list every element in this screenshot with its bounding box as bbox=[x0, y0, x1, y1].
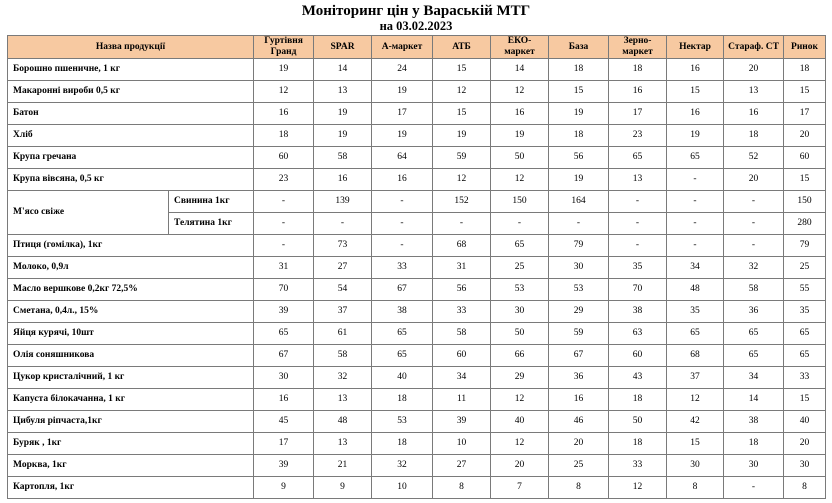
price-cell: 65 bbox=[372, 345, 433, 367]
table-row bbox=[8, 257, 826, 279]
price-cell: 14 bbox=[314, 59, 372, 81]
price-cell: 66 bbox=[491, 345, 549, 367]
product-name: Батон bbox=[8, 103, 254, 125]
price-cell: 18 bbox=[784, 59, 826, 81]
price-cell: 19 bbox=[667, 125, 724, 147]
price-cell: 65 bbox=[784, 345, 826, 367]
column-header-store: Зерно-маркет bbox=[609, 36, 667, 59]
price-cell: - bbox=[372, 191, 433, 213]
price-cell: 12 bbox=[609, 477, 667, 499]
price-cell: 38 bbox=[609, 301, 667, 323]
price-cell: 37 bbox=[667, 367, 724, 389]
price-cell: 15 bbox=[433, 103, 491, 125]
price-cell: 32 bbox=[372, 455, 433, 477]
price-cell: 65 bbox=[491, 235, 549, 257]
price-cell: 16 bbox=[491, 103, 549, 125]
price-cell: 15 bbox=[784, 169, 826, 191]
column-header-store: База bbox=[549, 36, 609, 59]
price-cell: 37 bbox=[314, 301, 372, 323]
table-row bbox=[8, 433, 826, 455]
price-cell: 60 bbox=[433, 345, 491, 367]
table-row bbox=[8, 323, 826, 345]
price-cell: 31 bbox=[433, 257, 491, 279]
column-header-store: Стараф. СТ bbox=[724, 36, 784, 59]
price-cell: 79 bbox=[784, 235, 826, 257]
price-cell: 19 bbox=[314, 125, 372, 147]
price-cell: 19 bbox=[254, 59, 314, 81]
price-cell: 29 bbox=[491, 367, 549, 389]
price-cell: 13 bbox=[314, 433, 372, 455]
price-cell: 33 bbox=[609, 455, 667, 477]
price-cell: 23 bbox=[254, 169, 314, 191]
product-subname: Свинина 1кг bbox=[169, 191, 254, 213]
price-cell: 55 bbox=[784, 279, 826, 301]
price-cell: 39 bbox=[254, 455, 314, 477]
product-name: Борошно пшеничне, 1 кг bbox=[8, 59, 254, 81]
price-cell: 10 bbox=[372, 477, 433, 499]
price-cell: 30 bbox=[667, 455, 724, 477]
price-cell: 45 bbox=[254, 411, 314, 433]
table-row bbox=[8, 81, 826, 103]
price-cell: 59 bbox=[549, 323, 609, 345]
price-cell: - bbox=[372, 213, 433, 235]
price-cell: 13 bbox=[724, 81, 784, 103]
price-cell: - bbox=[667, 191, 724, 213]
price-cell: 139 bbox=[314, 191, 372, 213]
column-header-store: Гуртівня Гранд bbox=[254, 36, 314, 59]
price-cell: 150 bbox=[491, 191, 549, 213]
price-cell: 53 bbox=[549, 279, 609, 301]
table-row bbox=[8, 389, 826, 411]
price-cell: 16 bbox=[372, 169, 433, 191]
price-cell: 31 bbox=[254, 257, 314, 279]
table-header-row bbox=[8, 36, 826, 59]
price-cell: 60 bbox=[254, 147, 314, 169]
price-cell: 18 bbox=[724, 125, 784, 147]
price-cell: 56 bbox=[549, 147, 609, 169]
price-cell: 70 bbox=[609, 279, 667, 301]
price-cell: 65 bbox=[372, 323, 433, 345]
price-cell: 33 bbox=[372, 257, 433, 279]
product-name: Цибуля ріпчаста,1кг bbox=[8, 411, 254, 433]
price-table-body bbox=[8, 59, 826, 499]
price-cell: 67 bbox=[254, 345, 314, 367]
price-cell: 19 bbox=[372, 81, 433, 103]
price-cell: 16 bbox=[549, 389, 609, 411]
price-cell: - bbox=[724, 213, 784, 235]
price-cell: 34 bbox=[433, 367, 491, 389]
price-cell: 30 bbox=[254, 367, 314, 389]
price-cell: 16 bbox=[254, 103, 314, 125]
price-cell: 17 bbox=[372, 103, 433, 125]
price-cell: 12 bbox=[433, 81, 491, 103]
price-cell: - bbox=[724, 191, 784, 213]
price-cell: 19 bbox=[433, 125, 491, 147]
price-cell: 65 bbox=[609, 147, 667, 169]
table-row bbox=[8, 235, 826, 257]
price-cell: 33 bbox=[433, 301, 491, 323]
product-name: Хліб bbox=[8, 125, 254, 147]
price-cell: 150 bbox=[784, 191, 826, 213]
price-cell: 16 bbox=[724, 103, 784, 125]
price-cell: 16 bbox=[667, 103, 724, 125]
price-cell: 10 bbox=[433, 433, 491, 455]
price-cell: 59 bbox=[433, 147, 491, 169]
price-cell: 18 bbox=[372, 433, 433, 455]
column-header-store: А-маркет bbox=[372, 36, 433, 59]
price-cell: 67 bbox=[372, 279, 433, 301]
price-cell: 24 bbox=[372, 59, 433, 81]
price-cell: 39 bbox=[433, 411, 491, 433]
price-cell: 18 bbox=[724, 433, 784, 455]
price-cell: 60 bbox=[609, 345, 667, 367]
price-cell: - bbox=[724, 477, 784, 499]
price-cell: 54 bbox=[314, 279, 372, 301]
price-cell: 20 bbox=[491, 455, 549, 477]
price-cell: - bbox=[609, 235, 667, 257]
price-cell: 50 bbox=[491, 147, 549, 169]
table-row bbox=[8, 169, 826, 191]
price-cell: 70 bbox=[254, 279, 314, 301]
price-cell: 20 bbox=[784, 433, 826, 455]
price-cell: 50 bbox=[609, 411, 667, 433]
price-cell: 8 bbox=[667, 477, 724, 499]
price-cell: 19 bbox=[549, 103, 609, 125]
price-cell: 60 bbox=[784, 147, 826, 169]
price-cell: 11 bbox=[433, 389, 491, 411]
price-cell: - bbox=[549, 213, 609, 235]
price-cell: 15 bbox=[784, 81, 826, 103]
price-cell: 8 bbox=[549, 477, 609, 499]
page-title: Моніторинг цін у Вараській МТГ bbox=[301, 3, 531, 19]
price-cell: 19 bbox=[314, 103, 372, 125]
price-cell: 30 bbox=[491, 301, 549, 323]
price-cell: - bbox=[254, 213, 314, 235]
product-name: Макаронні вироби 0,5 кг bbox=[8, 81, 254, 103]
price-cell: 18 bbox=[254, 125, 314, 147]
price-cell: 58 bbox=[314, 345, 372, 367]
table-row bbox=[8, 59, 826, 81]
price-cell: 38 bbox=[372, 301, 433, 323]
price-cell: 8 bbox=[784, 477, 826, 499]
price-cell: 25 bbox=[491, 257, 549, 279]
price-cell: 152 bbox=[433, 191, 491, 213]
price-cell: 15 bbox=[667, 433, 724, 455]
price-cell: 18 bbox=[609, 59, 667, 81]
price-cell: 18 bbox=[549, 125, 609, 147]
price-cell: 19 bbox=[372, 125, 433, 147]
price-cell: 13 bbox=[314, 389, 372, 411]
price-cell: 36 bbox=[549, 367, 609, 389]
price-cell: 19 bbox=[491, 125, 549, 147]
price-cell: 53 bbox=[491, 279, 549, 301]
price-cell: 58 bbox=[433, 323, 491, 345]
price-cell: - bbox=[667, 169, 724, 191]
price-cell: 35 bbox=[667, 301, 724, 323]
price-cell: 58 bbox=[724, 279, 784, 301]
price-cell: 14 bbox=[491, 59, 549, 81]
price-cell: 13 bbox=[314, 81, 372, 103]
price-cell: - bbox=[609, 213, 667, 235]
table-row bbox=[8, 147, 826, 169]
price-cell: 52 bbox=[724, 147, 784, 169]
price-cell: - bbox=[609, 191, 667, 213]
price-cell: 12 bbox=[433, 169, 491, 191]
product-name: Картопля, 1кг bbox=[8, 477, 254, 499]
product-subname: Телятина 1кг bbox=[169, 213, 254, 235]
price-cell: 12 bbox=[254, 81, 314, 103]
price-cell: 15 bbox=[549, 81, 609, 103]
price-cell: 68 bbox=[433, 235, 491, 257]
price-cell: 25 bbox=[549, 455, 609, 477]
price-cell: 32 bbox=[314, 367, 372, 389]
price-cell: 65 bbox=[254, 323, 314, 345]
price-cell: 30 bbox=[724, 455, 784, 477]
price-cell: 35 bbox=[609, 257, 667, 279]
price-cell: 18 bbox=[609, 433, 667, 455]
table-row bbox=[8, 191, 826, 213]
price-cell: 46 bbox=[549, 411, 609, 433]
price-cell: 56 bbox=[433, 279, 491, 301]
price-cell: 64 bbox=[372, 147, 433, 169]
price-cell: 17 bbox=[784, 103, 826, 125]
price-table bbox=[7, 35, 826, 499]
price-cell: 12 bbox=[491, 433, 549, 455]
price-cell: 27 bbox=[314, 257, 372, 279]
price-cell: 280 bbox=[784, 213, 826, 235]
price-cell: 12 bbox=[491, 389, 549, 411]
price-cell: 18 bbox=[372, 389, 433, 411]
column-header-store: Нектар bbox=[667, 36, 724, 59]
price-cell: 16 bbox=[254, 389, 314, 411]
product-name: Яйця курячі, 10шт bbox=[8, 323, 254, 345]
price-cell: 18 bbox=[609, 389, 667, 411]
column-header-store: АТБ bbox=[433, 36, 491, 59]
table-row bbox=[8, 477, 826, 499]
price-cell: 16 bbox=[314, 169, 372, 191]
price-cell: 29 bbox=[549, 301, 609, 323]
price-cell: - bbox=[667, 213, 724, 235]
price-cell: 25 bbox=[784, 257, 826, 279]
price-cell: 35 bbox=[784, 301, 826, 323]
price-cell: 164 bbox=[549, 191, 609, 213]
price-cell: 13 bbox=[609, 169, 667, 191]
price-cell: 38 bbox=[724, 411, 784, 433]
price-cell: 50 bbox=[491, 323, 549, 345]
price-cell: 16 bbox=[667, 59, 724, 81]
price-cell: 19 bbox=[549, 169, 609, 191]
price-cell: 12 bbox=[491, 81, 549, 103]
price-cell: - bbox=[724, 235, 784, 257]
price-cell: 12 bbox=[667, 389, 724, 411]
price-cell: 9 bbox=[254, 477, 314, 499]
product-name: Крупа гречана bbox=[8, 147, 254, 169]
price-cell: 20 bbox=[784, 125, 826, 147]
table-row bbox=[8, 301, 826, 323]
price-cell: 40 bbox=[784, 411, 826, 433]
price-cell: 15 bbox=[433, 59, 491, 81]
product-name: Молоко, 0,9л bbox=[8, 257, 254, 279]
price-cell: 16 bbox=[609, 81, 667, 103]
price-cell: 32 bbox=[724, 257, 784, 279]
column-header-store: Ринок bbox=[784, 36, 826, 59]
price-cell: 65 bbox=[724, 323, 784, 345]
product-name: Сметана, 0,4л., 15% bbox=[8, 301, 254, 323]
price-cell: 67 bbox=[549, 345, 609, 367]
product-name: Олія соняшникова bbox=[8, 345, 254, 367]
column-header-product: Назва продукції bbox=[8, 36, 254, 59]
price-cell: 15 bbox=[784, 389, 826, 411]
price-cell: - bbox=[254, 191, 314, 213]
price-cell: 17 bbox=[609, 103, 667, 125]
column-header-store: ЕКО-маркет bbox=[491, 36, 549, 59]
product-name: Птиця (гомілка), 1кг bbox=[8, 235, 254, 257]
price-cell: 63 bbox=[609, 323, 667, 345]
price-cell: 27 bbox=[433, 455, 491, 477]
price-cell: 14 bbox=[724, 389, 784, 411]
price-cell: 61 bbox=[314, 323, 372, 345]
product-name: Цукор кристалічний, 1 кг bbox=[8, 367, 254, 389]
price-cell: 58 bbox=[314, 147, 372, 169]
price-cell: 30 bbox=[784, 455, 826, 477]
price-cell: 17 bbox=[254, 433, 314, 455]
price-cell: 34 bbox=[667, 257, 724, 279]
price-cell: - bbox=[372, 235, 433, 257]
price-cell: 79 bbox=[549, 235, 609, 257]
price-cell: - bbox=[433, 213, 491, 235]
table-row bbox=[8, 279, 826, 301]
product-name: Морква, 1кг bbox=[8, 455, 254, 477]
price-cell: 23 bbox=[609, 125, 667, 147]
price-cell: 9 bbox=[314, 477, 372, 499]
price-cell: 65 bbox=[724, 345, 784, 367]
price-cell: 68 bbox=[667, 345, 724, 367]
page-date: на 03.02.2023 bbox=[379, 19, 453, 33]
table-row bbox=[8, 367, 826, 389]
column-header-store: SPAR bbox=[314, 36, 372, 59]
price-cell: 73 bbox=[314, 235, 372, 257]
table-row bbox=[8, 455, 826, 477]
price-cell: - bbox=[491, 213, 549, 235]
price-cell: 12 bbox=[491, 169, 549, 191]
table-row bbox=[8, 125, 826, 147]
product-name: Масло вершкове 0,2кг 72,5% bbox=[8, 279, 254, 301]
table-row bbox=[8, 103, 826, 125]
price-cell: 65 bbox=[667, 323, 724, 345]
product-name: М'ясо свіже bbox=[8, 191, 169, 235]
price-cell: 53 bbox=[372, 411, 433, 433]
price-cell: - bbox=[254, 235, 314, 257]
price-cell: 21 bbox=[314, 455, 372, 477]
price-cell: 20 bbox=[549, 433, 609, 455]
table-row bbox=[8, 411, 826, 433]
price-cell: 43 bbox=[609, 367, 667, 389]
price-cell: 20 bbox=[724, 59, 784, 81]
product-name: Капуста білокачанна, 1 кг bbox=[8, 389, 254, 411]
table-row bbox=[8, 345, 826, 367]
price-cell: 42 bbox=[667, 411, 724, 433]
price-cell: 30 bbox=[549, 257, 609, 279]
price-cell: 8 bbox=[433, 477, 491, 499]
price-cell: 48 bbox=[314, 411, 372, 433]
product-name: Крупа вівсяна, 0,5 кг bbox=[8, 169, 254, 191]
price-cell: - bbox=[667, 235, 724, 257]
price-cell: - bbox=[314, 213, 372, 235]
price-cell: 18 bbox=[549, 59, 609, 81]
price-cell: 7 bbox=[491, 477, 549, 499]
price-cell: 36 bbox=[724, 301, 784, 323]
price-cell: 40 bbox=[491, 411, 549, 433]
price-cell: 40 bbox=[372, 367, 433, 389]
price-cell: 39 bbox=[254, 301, 314, 323]
price-cell: 65 bbox=[784, 323, 826, 345]
price-cell: 48 bbox=[667, 279, 724, 301]
price-cell: 33 bbox=[784, 367, 826, 389]
price-cell: 65 bbox=[667, 147, 724, 169]
price-cell: 15 bbox=[667, 81, 724, 103]
price-cell: 20 bbox=[724, 169, 784, 191]
product-name: Буряк , 1кг bbox=[8, 433, 254, 455]
price-cell: 34 bbox=[724, 367, 784, 389]
